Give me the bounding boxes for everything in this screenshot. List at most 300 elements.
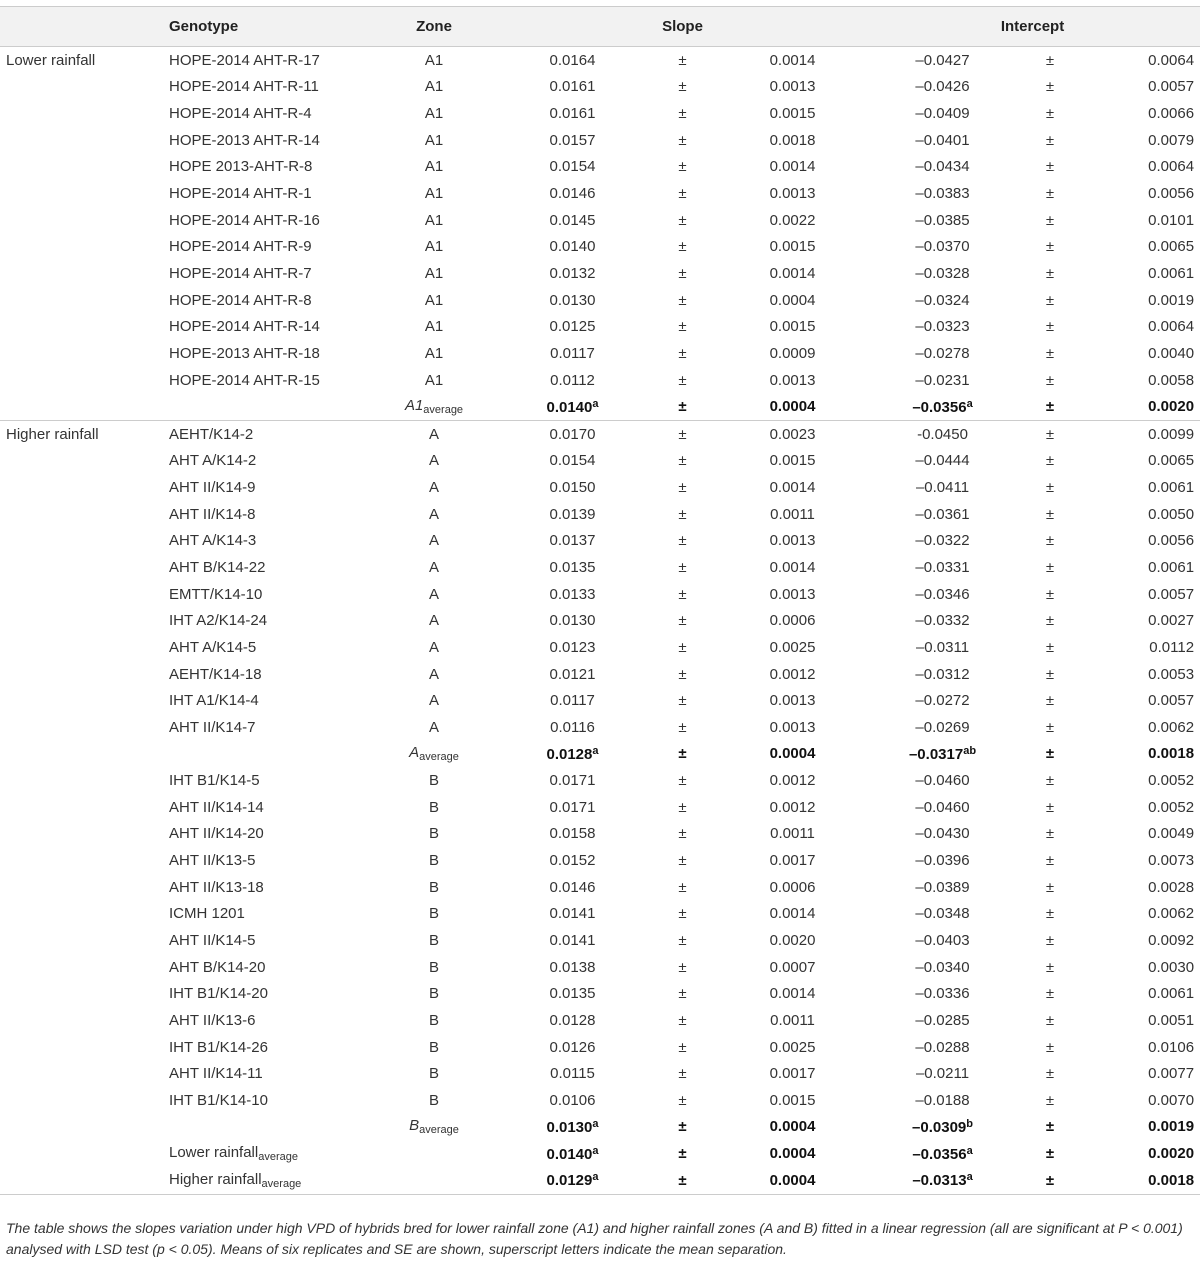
group-label: Lower rainfall bbox=[6, 51, 96, 69]
average-label-text: Higher rainfall bbox=[169, 1170, 262, 1188]
plus-minus: ± bbox=[1045, 238, 1055, 256]
slope-se-cell: 0.0013 bbox=[769, 371, 816, 389]
header-slope: Slope bbox=[500, 7, 865, 47]
zone-cell: B bbox=[428, 958, 439, 976]
plus-minus: ± bbox=[678, 985, 687, 1003]
genotype-cell: HOPE 2013-AHT-R-8 bbox=[169, 158, 313, 176]
plus-minus: ± bbox=[1045, 958, 1055, 976]
slope-cell: 0.0117 bbox=[550, 344, 595, 362]
table-row bbox=[0, 714, 1200, 741]
intercept-cell: –0.0383 bbox=[915, 185, 970, 203]
zone-cell: A1 bbox=[424, 344, 444, 362]
slope-se-cell: 0.0004 bbox=[769, 291, 816, 309]
average-subscript: average bbox=[261, 1177, 302, 1190]
zone-cell: A bbox=[428, 532, 439, 550]
group-cell bbox=[0, 260, 165, 287]
header-intercept: Intercept bbox=[865, 7, 1200, 47]
plus-minus: ± bbox=[678, 264, 687, 282]
plus-minus: ± bbox=[678, 852, 687, 870]
average-label-text: B bbox=[409, 1117, 420, 1135]
zone-cell: A bbox=[368, 420, 500, 447]
group-cell bbox=[0, 901, 165, 928]
mean-separation-letter: a bbox=[592, 397, 599, 410]
slope-se-cell: 0.0017 bbox=[769, 852, 816, 870]
slope-cell: 0.0171 bbox=[549, 772, 596, 790]
intercept-se-cell: 0.0052 bbox=[1148, 798, 1195, 816]
genotype-cell: IHT B1/K14-26 bbox=[169, 1038, 268, 1056]
slope-cell: 0.0128 bbox=[549, 1011, 596, 1029]
plus-minus: ± bbox=[678, 558, 687, 576]
group-cell bbox=[0, 581, 165, 608]
group-cell bbox=[0, 714, 165, 741]
intercept-cell: –0.0401 bbox=[915, 131, 970, 149]
table-row bbox=[0, 260, 1200, 287]
header-genotype: Genotype bbox=[165, 7, 368, 47]
intercept-cell: –0.0322 bbox=[915, 532, 970, 550]
plus-minus: ± bbox=[678, 344, 687, 362]
zone-cell: A1 bbox=[424, 131, 444, 149]
slope-se-cell: 0.0014 bbox=[769, 479, 816, 497]
intercept-se-cell: 0.0070 bbox=[1148, 1091, 1195, 1109]
slope-se-cell: 0.0004 bbox=[769, 1145, 816, 1163]
zone-cell: B bbox=[428, 905, 439, 923]
zone-cell: A1 bbox=[424, 371, 444, 389]
plus-minus: ± bbox=[678, 1118, 687, 1136]
slope-se-cell: 0.0011 bbox=[770, 1011, 815, 1029]
slope-se-cell: 0.0011 bbox=[770, 825, 815, 843]
plus-minus: ± bbox=[1045, 1145, 1055, 1163]
table-row bbox=[0, 501, 1200, 528]
group-cell bbox=[0, 661, 165, 688]
intercept-se-cell: 0.0064 bbox=[1148, 158, 1195, 176]
intercept-cell: –0.0332 bbox=[915, 612, 970, 630]
table-row bbox=[0, 1034, 1200, 1061]
intercept-se-cell: 0.0051 bbox=[1148, 1011, 1195, 1029]
plus-minus: ± bbox=[1020, 420, 1080, 447]
slope-cell: 0.0139 bbox=[549, 505, 596, 523]
table-row bbox=[0, 874, 1200, 901]
plus-minus: ± bbox=[1045, 585, 1055, 603]
intercept-cell: –0.0311 bbox=[915, 638, 970, 656]
intercept-average-cell bbox=[865, 393, 1020, 420]
mean-separation-letter: b bbox=[966, 1117, 973, 1130]
slope-average-cell bbox=[500, 1114, 645, 1141]
zone-cell: A bbox=[428, 692, 439, 710]
plus-minus: ± bbox=[1045, 371, 1055, 389]
intercept-cell: –0.0411 bbox=[915, 479, 970, 497]
slope-se-cell: 0.0015 bbox=[769, 452, 816, 470]
genotype-cell: EMTT/K14-10 bbox=[169, 585, 263, 603]
genotype-cell: AHT II/K14-20 bbox=[169, 825, 264, 843]
plus-minus: ± bbox=[678, 505, 687, 523]
intercept-cell: –0.0434 bbox=[915, 158, 970, 176]
intercept-se-cell: 0.0101 bbox=[1148, 211, 1195, 229]
intercept-cell: –0.0409 bbox=[915, 105, 970, 123]
intercept-cell: –0.0427 bbox=[915, 51, 970, 69]
intercept-se-cell: 0.0018 bbox=[1080, 1167, 1200, 1194]
table-row bbox=[0, 901, 1200, 928]
average-label bbox=[368, 741, 500, 768]
average-row bbox=[0, 1114, 1200, 1141]
mean-separation-letter: a bbox=[592, 1117, 599, 1130]
slope-cell: 0.0170 bbox=[500, 420, 645, 447]
table-row bbox=[0, 180, 1200, 207]
slope-se-cell: 0.0025 bbox=[769, 638, 816, 656]
genotype-cell: AHT A/K14-3 bbox=[169, 532, 257, 550]
plus-minus: ± bbox=[1045, 612, 1055, 630]
slope-se-cell: 0.0013 bbox=[769, 718, 816, 736]
plus-minus: ± bbox=[1045, 398, 1055, 416]
slope-se-cell: 0.0006 bbox=[769, 878, 816, 896]
slope-se-cell: 0.0020 bbox=[769, 931, 816, 949]
plus-minus: ± bbox=[678, 78, 687, 96]
slope-average-cell bbox=[500, 393, 645, 420]
plus-minus: ± bbox=[678, 1038, 687, 1056]
plus-minus: ± bbox=[1045, 1118, 1055, 1136]
group-cell bbox=[0, 74, 165, 101]
group-cell bbox=[0, 1087, 165, 1114]
group-cell bbox=[0, 474, 165, 501]
intercept-se-cell: 0.0020 bbox=[1148, 398, 1195, 416]
average-label-text: Lower rainfall bbox=[169, 1144, 259, 1162]
plus-minus: ± bbox=[1045, 692, 1055, 710]
plus-minus: ± bbox=[678, 1145, 687, 1163]
table-row bbox=[0, 47, 1200, 74]
genotype-cell: HOPE-2014 AHT-R-11 bbox=[169, 78, 319, 96]
genotype-cell: AHT II/K14-9 bbox=[169, 479, 256, 497]
zone-cell: A bbox=[428, 612, 439, 630]
genotype-cell bbox=[165, 741, 368, 768]
table-row bbox=[0, 1060, 1200, 1087]
intercept-se-cell: 0.0061 bbox=[1148, 479, 1195, 497]
slope-se-cell: 0.0015 bbox=[769, 1091, 816, 1109]
slope-average-cell bbox=[500, 1167, 645, 1194]
table-row bbox=[0, 794, 1200, 821]
slope-cell: 0.0130 bbox=[549, 612, 596, 630]
slope-cell: 0.0132 bbox=[549, 264, 596, 282]
intercept-average-cell bbox=[865, 1140, 1020, 1167]
slope-se-cell: 0.0004 bbox=[769, 1118, 816, 1136]
slope-se-cell: 0.0004 bbox=[720, 1167, 865, 1194]
slope-value: 0.0130 bbox=[546, 1118, 593, 1136]
slope-cell: 0.0121 bbox=[549, 665, 596, 683]
plus-minus: ± bbox=[1045, 825, 1055, 843]
slope-se-cell: 0.0007 bbox=[769, 958, 816, 976]
group-cell bbox=[0, 554, 165, 581]
slope-cell: 0.0123 bbox=[549, 638, 596, 656]
zone-cell: A1 bbox=[424, 158, 444, 176]
plus-minus: ± bbox=[678, 958, 687, 976]
genotype-cell: AHT A/K14-2 bbox=[169, 452, 257, 470]
plus-minus: ± bbox=[1045, 505, 1055, 523]
slope-cell: 0.0146 bbox=[549, 878, 596, 896]
intercept-se-cell: 0.0106 bbox=[1148, 1038, 1195, 1056]
table-row bbox=[0, 448, 1200, 475]
intercept-se-cell: 0.0057 bbox=[1148, 585, 1195, 603]
zone-cell: A bbox=[428, 558, 439, 576]
plus-minus: ± bbox=[678, 1065, 687, 1083]
group-cell bbox=[0, 634, 165, 661]
slope-cell: 0.0161 bbox=[549, 105, 596, 123]
slope-se-cell: 0.0006 bbox=[769, 612, 816, 630]
slope-cell: 0.0116 bbox=[550, 718, 595, 736]
table-row bbox=[0, 74, 1200, 101]
group-cell bbox=[0, 448, 165, 475]
genotype-cell: AHT II/K14-11 bbox=[169, 1065, 263, 1083]
table-row bbox=[0, 127, 1200, 154]
plus-minus: ± bbox=[678, 185, 687, 203]
intercept-se-cell: 0.0064 bbox=[1148, 318, 1195, 336]
zone-cell: A1 bbox=[424, 105, 444, 123]
mean-separation-letter: a bbox=[966, 1171, 973, 1184]
table-row bbox=[0, 847, 1200, 874]
intercept-se-cell: 0.0064 bbox=[1148, 51, 1195, 69]
intercept-value: –0.0356 bbox=[912, 398, 967, 416]
intercept-average-cell bbox=[865, 1167, 1020, 1194]
plus-minus: ± bbox=[678, 211, 687, 229]
genotype-cell: IHT A1/K14-4 bbox=[169, 692, 259, 710]
average-row bbox=[0, 741, 1200, 768]
plus-minus: ± bbox=[1045, 985, 1055, 1003]
slope-cell: 0.0115 bbox=[550, 1065, 595, 1083]
zone-cell: B bbox=[428, 1011, 439, 1029]
plus-minus: ± bbox=[1045, 1011, 1055, 1029]
intercept-se-cell: 0.0062 bbox=[1148, 905, 1195, 923]
slope-cell: 0.0171 bbox=[549, 798, 596, 816]
group-cell bbox=[0, 741, 165, 768]
group-cell bbox=[0, 821, 165, 848]
group-cell bbox=[0, 367, 165, 394]
slope-cell: 0.0146 bbox=[549, 185, 596, 203]
genotype-cell: AHT II/K14-5 bbox=[169, 931, 256, 949]
slope-cell: 0.0112 bbox=[550, 371, 595, 389]
plus-minus: ± bbox=[678, 318, 687, 336]
slope-se-cell: 0.0014 bbox=[769, 264, 816, 282]
slope-se-cell: 0.0015 bbox=[769, 238, 816, 256]
average-label-text: A1 bbox=[404, 397, 424, 415]
intercept-cell: –0.0430 bbox=[915, 825, 970, 843]
intercept-se-cell: 0.0053 bbox=[1148, 665, 1195, 683]
slope-se-cell: 0.0017 bbox=[769, 1065, 816, 1083]
mean-separation-letter: a bbox=[592, 744, 599, 757]
genotype-cell: HOPE-2014 AHT-R-4 bbox=[169, 105, 312, 123]
plus-minus: ± bbox=[1045, 745, 1055, 763]
intercept-cell: –0.0272 bbox=[915, 692, 970, 710]
zone-cell: B bbox=[428, 985, 439, 1003]
genotype-cell bbox=[165, 1114, 368, 1141]
intercept-cell: –0.0288 bbox=[915, 1038, 970, 1056]
plus-minus: ± bbox=[678, 612, 687, 630]
plus-minus: ± bbox=[1045, 318, 1055, 336]
intercept-se-cell: 0.0019 bbox=[1148, 291, 1195, 309]
intercept-se-cell: 0.0079 bbox=[1148, 131, 1195, 149]
intercept-se-cell: 0.0066 bbox=[1148, 105, 1195, 123]
genotype-cell: HOPE-2014 AHT-R-17 bbox=[169, 51, 320, 69]
intercept-se-cell: 0.0027 bbox=[1148, 612, 1195, 630]
average-label-text: A bbox=[409, 744, 420, 762]
intercept-cell: –0.0389 bbox=[915, 878, 970, 896]
slope-se-cell: 0.0014 bbox=[769, 558, 816, 576]
slope-se-cell: 0.0018 bbox=[769, 131, 816, 149]
genotype-cell: HOPE-2014 AHT-R-15 bbox=[169, 371, 320, 389]
plus-minus: ± bbox=[678, 1091, 687, 1109]
intercept-cell: –0.0336 bbox=[915, 985, 970, 1003]
zone-cell: A bbox=[428, 505, 439, 523]
slope-cell: 0.0126 bbox=[549, 1038, 596, 1056]
genotype-cell: HOPE-2014 AHT-R-16 bbox=[169, 211, 320, 229]
slope-se-cell: 0.0014 bbox=[769, 51, 816, 69]
zone-cell: A1 bbox=[424, 51, 444, 69]
genotype-cell: AHT II/K14-7 bbox=[169, 718, 256, 736]
slope-cell: 0.0141 bbox=[549, 931, 596, 949]
intercept-se-cell: 0.0019 bbox=[1148, 1118, 1195, 1136]
intercept-cell: –0.0370 bbox=[915, 238, 970, 256]
intercept-cell: –0.0385 bbox=[915, 211, 970, 229]
plus-minus: ± bbox=[678, 1011, 687, 1029]
group-cell bbox=[0, 501, 165, 528]
intercept-se-cell: 0.0052 bbox=[1148, 772, 1195, 790]
average-row bbox=[0, 393, 1200, 420]
intercept-cell: –0.0324 bbox=[915, 291, 970, 309]
genotype-cell: IHT B1/K14-10 bbox=[169, 1091, 268, 1109]
slope-se-cell: 0.0004 bbox=[769, 398, 816, 416]
plus-minus: ± bbox=[678, 158, 687, 176]
group-cell bbox=[0, 1114, 165, 1141]
slope-se-cell: 0.0015 bbox=[769, 105, 816, 123]
genotype-cell: IHT B1/K14-5 bbox=[169, 772, 260, 790]
zone-cell: A1 bbox=[424, 185, 444, 203]
slope-cell: 0.0154 bbox=[549, 452, 596, 470]
intercept-se-cell: 0.0057 bbox=[1148, 78, 1195, 96]
group-cell bbox=[0, 1034, 165, 1061]
slope-se-cell: 0.0014 bbox=[769, 905, 816, 923]
slope-se-cell: 0.0013 bbox=[769, 185, 816, 203]
intercept-cell: –0.0312 bbox=[915, 665, 970, 683]
table-row bbox=[0, 474, 1200, 501]
intercept-se-cell: 0.0092 bbox=[1148, 931, 1195, 949]
plus-minus: ± bbox=[645, 420, 720, 447]
plus-minus: ± bbox=[678, 665, 687, 683]
intercept-cell: –0.0285 bbox=[915, 1011, 970, 1029]
zone-cell: A bbox=[428, 479, 439, 497]
intercept-cell: –0.0231 bbox=[915, 371, 970, 389]
intercept-cell: –0.0348 bbox=[915, 905, 970, 923]
plus-minus: ± bbox=[1045, 1038, 1055, 1056]
zone-cell: A bbox=[428, 718, 439, 736]
intercept-se-cell: 0.0020 bbox=[1148, 1145, 1195, 1163]
table-row bbox=[0, 767, 1200, 794]
plus-minus: ± bbox=[678, 532, 687, 550]
plus-minus: ± bbox=[1045, 798, 1055, 816]
table-row bbox=[0, 634, 1200, 661]
regression-table bbox=[0, 6, 1200, 1195]
table-row bbox=[0, 687, 1200, 714]
plus-minus: ± bbox=[1045, 558, 1055, 576]
group-cell bbox=[0, 127, 165, 154]
zone-cell: A1 bbox=[424, 211, 444, 229]
slope-se-cell: 0.0009 bbox=[769, 344, 816, 362]
slope-cell: 0.0164 bbox=[549, 51, 596, 69]
intercept-se-cell: 0.0056 bbox=[1148, 185, 1195, 203]
table-row bbox=[0, 581, 1200, 608]
zone-cell: B bbox=[428, 852, 439, 870]
group-cell bbox=[0, 340, 165, 367]
plus-minus: ± bbox=[678, 638, 687, 656]
plus-minus: ± bbox=[678, 798, 687, 816]
plus-minus: ± bbox=[678, 131, 687, 149]
header-zone: Zone bbox=[368, 7, 500, 47]
intercept-se-cell: 0.0058 bbox=[1148, 371, 1195, 389]
intercept-cell: –0.0444 bbox=[915, 452, 970, 470]
slope-cell: 0.0133 bbox=[549, 585, 596, 603]
table-row bbox=[0, 954, 1200, 981]
plus-minus: ± bbox=[1045, 931, 1055, 949]
plus-minus: ± bbox=[645, 1167, 720, 1194]
intercept-se-cell: 0.0018 bbox=[1148, 745, 1195, 763]
slope-average-cell bbox=[500, 741, 645, 768]
intercept-se-cell: 0.0056 bbox=[1148, 532, 1195, 550]
group-cell bbox=[0, 207, 165, 234]
group-cell bbox=[0, 1140, 165, 1167]
group-cell bbox=[0, 767, 165, 794]
slope-value: 0.0140 bbox=[546, 398, 593, 416]
genotype-cell: ICMH 1201 bbox=[169, 905, 245, 923]
plus-minus: ± bbox=[678, 371, 687, 389]
zone-cell: A1 bbox=[424, 78, 444, 96]
table-row bbox=[0, 927, 1200, 954]
table-row bbox=[0, 367, 1200, 394]
slope-se-cell: 0.0011 bbox=[770, 505, 815, 523]
intercept-se-cell: 0.0062 bbox=[1148, 718, 1195, 736]
genotype-cell: AHT II/K14-8 bbox=[169, 505, 256, 523]
intercept-cell: –0.0188 bbox=[915, 1091, 970, 1109]
zone-cell: A bbox=[428, 638, 439, 656]
zone-cell: B bbox=[428, 878, 439, 896]
intercept-cell: –0.0278 bbox=[915, 344, 970, 362]
plus-minus: ± bbox=[1045, 51, 1055, 69]
slope-se-cell: 0.0025 bbox=[769, 1038, 816, 1056]
zone-cell: A bbox=[428, 665, 439, 683]
plus-minus: ± bbox=[678, 825, 687, 843]
slope-value: 0.0140 bbox=[546, 1145, 593, 1163]
plus-minus: ± bbox=[1045, 131, 1055, 149]
slope-cell: 0.0125 bbox=[549, 318, 596, 336]
slope-se-cell: 0.0014 bbox=[769, 985, 816, 1003]
slope-cell: 0.0161 bbox=[549, 78, 596, 96]
average-subscript: average bbox=[423, 404, 464, 417]
table-row bbox=[0, 528, 1200, 555]
zone-cell: B bbox=[428, 1091, 439, 1109]
zone-cell: B bbox=[428, 798, 439, 816]
table-row bbox=[0, 821, 1200, 848]
table-row bbox=[0, 420, 1200, 447]
slope-cell: 0.0150 bbox=[549, 479, 596, 497]
intercept-se-cell: 0.0065 bbox=[1148, 238, 1195, 256]
plus-minus: ± bbox=[1045, 264, 1055, 282]
intercept-cell: –0.0331 bbox=[915, 558, 970, 576]
genotype-cell: AHT B/K14-22 bbox=[169, 558, 266, 576]
slope-se-cell: 0.0013 bbox=[769, 692, 816, 710]
slope-average-cell bbox=[500, 1140, 645, 1167]
genotype-cell: HOPE-2014 AHT-R-1 bbox=[169, 185, 312, 203]
slope-se-cell: 0.0013 bbox=[769, 78, 816, 96]
group-cell bbox=[0, 393, 165, 420]
plus-minus: ± bbox=[678, 479, 687, 497]
table-row bbox=[0, 100, 1200, 127]
intercept-cell: –0.0460 bbox=[915, 798, 970, 816]
group-cell bbox=[0, 1060, 165, 1087]
intercept-se-cell: 0.0057 bbox=[1148, 692, 1195, 710]
